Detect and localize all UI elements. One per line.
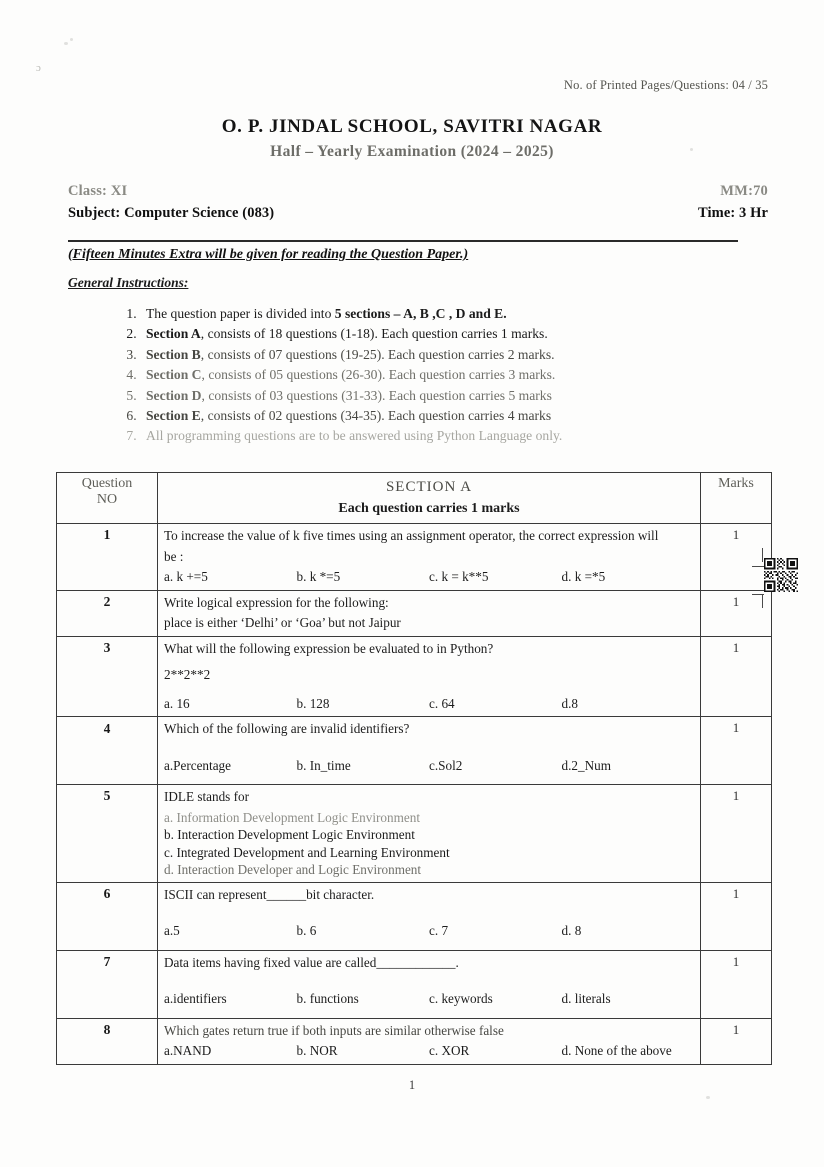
instruction-item — [140, 365, 780, 385]
option-c: c. 64 — [429, 695, 455, 711]
question-marks: 1 — [701, 1018, 772, 1064]
option-a: a. 16 — [164, 695, 190, 711]
question-body — [158, 524, 701, 591]
question-body — [158, 950, 701, 1018]
option-a: a.identifiers — [164, 991, 227, 1006]
instruction-item — [140, 426, 780, 446]
question-number: 2 — [57, 590, 158, 636]
question-number: 3 — [57, 636, 158, 717]
table-header-row — [57, 473, 772, 524]
instruction-item — [140, 324, 780, 344]
school-name: O. P. JINDAL SCHOOL, SAVITRI NAGAR — [221, 116, 603, 137]
table-row — [57, 950, 772, 1018]
option-row — [164, 990, 694, 1009]
spacer — [164, 974, 694, 986]
instruction-item — [140, 345, 780, 365]
question-stem: What will the following expression be evaluated to in Python? — [164, 640, 494, 656]
option-row — [164, 757, 694, 776]
max-marks-label: MM:70 — [720, 183, 768, 199]
option-row — [164, 568, 694, 587]
crop-mark-horizontal — [752, 594, 764, 595]
table-row — [57, 636, 772, 717]
header-marks: Marks — [701, 473, 772, 524]
option-a: a.5 — [164, 923, 180, 938]
option-b: b. functions — [296, 991, 359, 1006]
question-stem-line2: be : — [164, 548, 184, 564]
time-label: Time: 3 Hr — [698, 205, 768, 221]
table-row — [57, 524, 772, 591]
printed-pages-note: No. of Printed Pages/Questions: 04 / 35 — [563, 78, 768, 92]
option-a: a.NAND — [164, 1043, 212, 1058]
option-a: a.Percentage — [164, 757, 231, 773]
question-body — [158, 882, 701, 950]
option-b: b. 128 — [296, 695, 330, 711]
question-marks: 1 — [701, 590, 772, 636]
question-marks: 1 — [701, 636, 772, 717]
general-instructions-label: General Instructions: — [68, 275, 189, 290]
instruction-text: Section D, consists of 03 questions (31-33). Each question carries 5 marks — [146, 387, 552, 403]
option-row — [164, 1042, 694, 1061]
question-stem: Which of the following are invalid identifiers? — [164, 721, 410, 736]
section-subtitle-text: Each question carries 1 marks — [338, 501, 520, 516]
instruction-item — [140, 386, 780, 406]
option-b: b. 6 — [296, 923, 317, 938]
header-section-title — [158, 473, 701, 524]
crop-mark-vertical — [762, 594, 763, 608]
instruction-text: All programming questions are to be answered using Python Language only. — [146, 428, 563, 444]
question-marks: 1 — [701, 524, 772, 591]
question-body — [158, 1018, 701, 1064]
spacer — [164, 741, 694, 753]
header-question-no — [57, 473, 158, 524]
scan-speck — [64, 42, 68, 45]
scan-speck — [706, 1096, 710, 1099]
question-number: 1 — [57, 524, 158, 591]
spacer — [164, 941, 694, 947]
option-c: c. k = k**5 — [429, 569, 489, 584]
page-number: 1 — [408, 1078, 416, 1092]
question-number: 4 — [57, 717, 158, 785]
subject-label: Subject: Computer Science (083) — [68, 205, 275, 221]
instruction-text: Section A, consists of 18 questions (1-18). Each question carries 1 marks. — [146, 326, 548, 342]
question-stem-line2: place is either ‘Delhi’ or ‘Goa’ but not Jaipur — [164, 615, 401, 630]
option-c: c. 7 — [429, 923, 449, 938]
scan-speck — [70, 38, 73, 41]
option-c: c. Integrated Development and Learning Environment — [164, 844, 450, 860]
question-number: 6 — [57, 882, 158, 950]
question-marks: 1 — [701, 950, 772, 1018]
header-question-no-line1: Question — [81, 476, 133, 491]
question-marks: 1 — [701, 882, 772, 950]
question-body — [158, 785, 701, 883]
spacer — [164, 1009, 694, 1015]
option-b: b. k *=5 — [296, 569, 341, 584]
option-c: c. keywords — [429, 991, 493, 1006]
section-a-question-table — [56, 472, 772, 1065]
scan-smudge: ɔ — [36, 62, 41, 74]
option-b: b. In_time — [296, 757, 351, 773]
instruction-text: Section E, consists of 02 questions (34-35). Each question carries 4 marks — [146, 408, 552, 424]
table-row — [57, 590, 772, 636]
crop-mark-horizontal — [752, 566, 764, 567]
question-stem: IDLE stands for — [164, 789, 249, 804]
header-divider — [68, 240, 738, 242]
table-row — [57, 882, 772, 950]
option-b: b. NOR — [296, 1043, 338, 1058]
meta-row-class — [68, 183, 768, 200]
section-title-text: SECTION A — [385, 479, 473, 495]
option-d: d. None of the above — [561, 1043, 672, 1058]
crop-mark-vertical — [762, 548, 763, 562]
table-row — [57, 717, 772, 785]
question-stem: To increase the value of k five times using an assignment operator, the correct expression will — [164, 528, 659, 543]
question-body — [158, 717, 701, 785]
option-d: d. k =*5 — [561, 569, 606, 584]
question-stem: Data items having fixed value are called____________. — [164, 954, 459, 970]
option-a: a. k +=5 — [164, 569, 208, 584]
option-d: d. 8 — [561, 923, 582, 938]
class-label: Class: XI — [68, 183, 128, 199]
question-stem: Write logical expression for the following: — [164, 594, 389, 610]
instruction-text: The question paper is divided into 5 sections – A, B ,C , D and E. — [146, 306, 507, 321]
table-row — [57, 1018, 772, 1064]
question-stem: ISCII can represent______bit character. — [164, 886, 375, 902]
option-c: c. XOR — [429, 1043, 470, 1058]
option-a: a. Information Development Logic Environment — [164, 809, 420, 825]
question-number: 8 — [57, 1018, 158, 1064]
option-d: d.2_Num — [561, 757, 611, 773]
qr-code-icon — [764, 558, 798, 592]
extra-time-note: (Fifteen Minutes Extra will be given for reading the Question Paper.) — [68, 247, 469, 262]
option-c: c.Sol2 — [429, 757, 463, 773]
question-marks: 1 — [701, 717, 772, 785]
question-number: 5 — [57, 785, 158, 883]
general-instructions-list — [112, 304, 780, 447]
question-marks: 1 — [701, 785, 772, 883]
question-body — [158, 590, 701, 636]
option-d: d. literals — [561, 991, 611, 1006]
question-body — [158, 636, 701, 717]
exam-title: Half – Yearly Examination (2024 – 2025) — [270, 143, 554, 160]
option-d: d.8 — [561, 695, 578, 711]
instruction-item — [140, 304, 780, 324]
instruction-text: Section B, consists of 07 questions (19-25). Each question carries 2 marks. — [146, 346, 555, 362]
option-d: d. Interaction Developer and Logic Environment — [164, 862, 422, 877]
header-question-no-line2: NO — [96, 492, 118, 507]
question-stem: Which gates return true if both inputs are similar otherwise false — [164, 1022, 504, 1038]
option-row — [164, 922, 694, 941]
option-row — [164, 695, 694, 714]
table-row — [57, 785, 772, 883]
instruction-item — [140, 406, 780, 426]
question-number: 7 — [57, 950, 158, 1018]
option-b: b. Interaction Development Logic Environment — [164, 827, 415, 842]
spacer — [164, 685, 694, 691]
spacer — [164, 906, 694, 918]
meta-row-subject — [68, 205, 768, 222]
spacer — [164, 775, 694, 781]
question-expression: 2**2**2 — [164, 667, 211, 682]
instruction-text: Section C, consists of 05 questions (26-30). Each question carries 3 marks. — [146, 367, 556, 383]
